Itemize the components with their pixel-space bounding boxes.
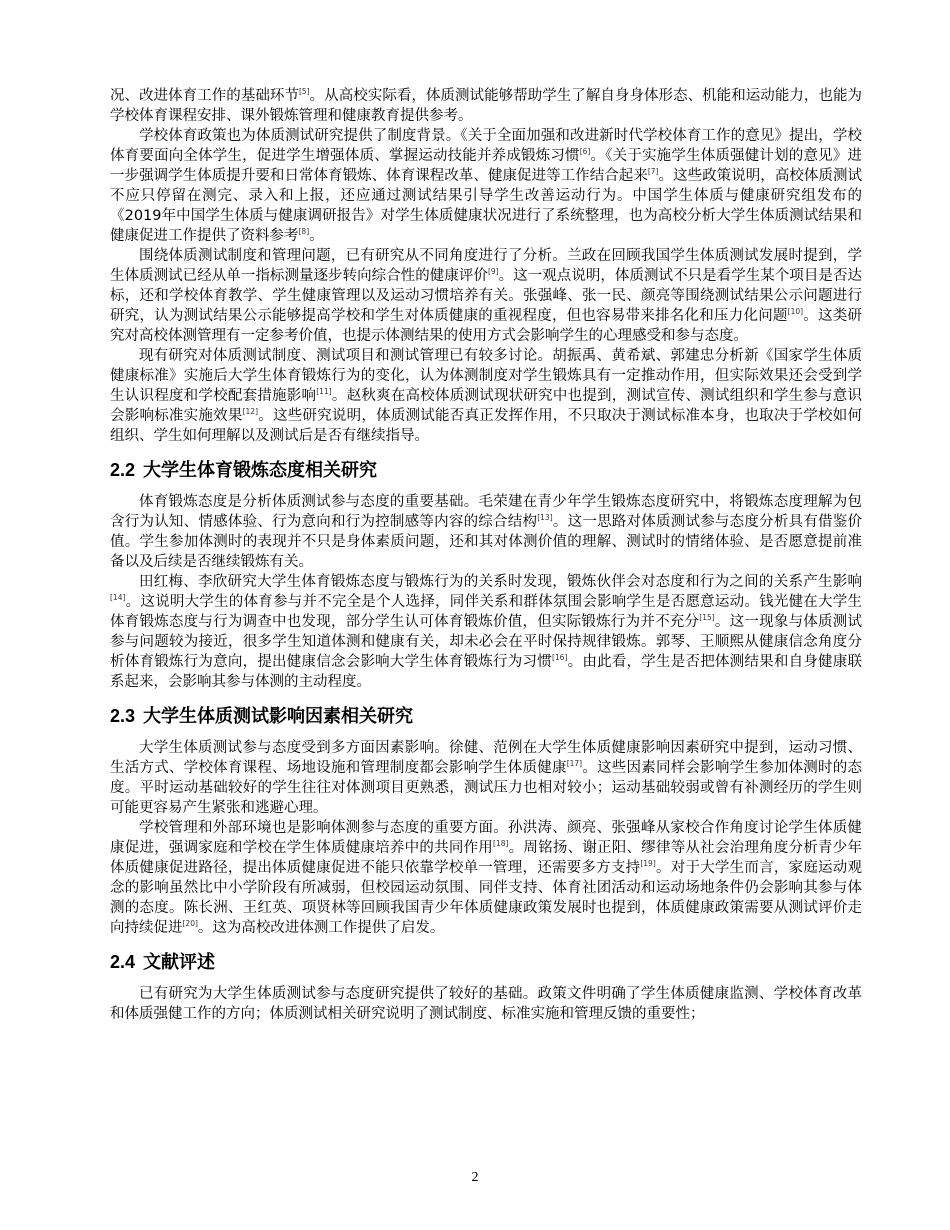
text-run: 。这一现象与体质测试参与问题较为接近，很多学生知道体测和健康有关，却未必会在平时保持规律锻炼。郭琴、王顺熙从健康信念角度分析体育锻炼行为意向，提出健康信念会影响大学生体育锻炼行为习惯 bbox=[110, 614, 863, 670]
text-run: 。这些研究说明，体质测试能否真正发挥作用，不只取决于测试标准本身，也取决于学校如何组织、学生如何理解以及测试后是否有继续指导。 bbox=[110, 408, 863, 444]
section-title: 大学生体育锻炼态度相关研究 bbox=[143, 460, 378, 480]
citation-ref: [5] bbox=[298, 87, 310, 96]
section-title: 文献评述 bbox=[143, 952, 216, 972]
section-2-2-body bbox=[110, 492, 862, 692]
text-run: 田红梅、李欣研究大学生体育锻炼态度与锻炼行为的关系时发现，锻炼伙伴会对态度和行为之间的关系产生影响 bbox=[139, 574, 862, 590]
text-run: 。周铭扬、谢正阳、缪律等从社会治理角度分析青少年体质健康促进路径，提出体质健康促进不能只依靠学校单一管理，还需要多方支持 bbox=[110, 840, 863, 876]
intro-paragraphs bbox=[110, 86, 862, 446]
body-paragraph bbox=[110, 346, 862, 446]
text-run: 学校管理和外部环境也是影响体测参与态度的重要方面。孙洪涛、颜亮、张强峰从家校合作角度讨论学生体质健康促进，强调家庭和学校在学生体质健康培养中的共同作用 bbox=[110, 820, 862, 856]
text-run: 。这一思路对体质测试参与态度分析具有借鉴价值。学生参加体测时的表现并不只是身体素质问题，还和其对体测价值的理解、测试时的情绪体验、是否愿意提前准备以及后续是否继续锻炼有关。 bbox=[110, 514, 863, 570]
text-run: 大学生体质测试参与态度受到多方面因素影响。徐健、范例在大学生体质健康影响因素研究中提到，运动习惯、生活方式、学校体育课程、场地设施和管理制度都会影响学生体质健康 bbox=[110, 740, 862, 776]
citation-ref: [18] bbox=[493, 839, 509, 848]
citation-ref: [20] bbox=[182, 919, 198, 928]
body-paragraph bbox=[110, 246, 862, 346]
citation-ref: [19] bbox=[640, 859, 656, 868]
citation-ref: [17] bbox=[566, 759, 583, 768]
section-number: 2.3 bbox=[110, 706, 136, 726]
text-run: 学校体育政策也为体质测试研究提供了制度背景。《关于全面加强和改进新时代学校体育工作的意见》提出，学校体育要面向全体学生，促进学生增强体质、掌握运动技能并养成锻炼习惯 bbox=[110, 128, 862, 164]
body-paragraph bbox=[110, 126, 862, 246]
text-run: 。这说明大学生的体育参与并不完全是个人选择，同伴关系和群体氛围会影响学生是否愿意运动。钱光健在大学生体育锻炼态度与行为调查中也发现，部分学生认可体育锻炼价值，但实际锻炼行为并不充分 bbox=[110, 594, 862, 630]
citation-ref: [10] bbox=[787, 307, 804, 316]
section-2-4-body bbox=[110, 984, 862, 1024]
text-run: 。这为高校改进体测工作提供了启发。 bbox=[197, 920, 445, 936]
text-run: 围绕体质测试制度和管理问题，已有研究从不同角度进行了分析。兰政在回顾我国学生体质测试发展时提到，学生体质测试已经从单一指标测量逐步转向综合性的健康评价 bbox=[110, 248, 862, 284]
section-heading-2-3 bbox=[110, 704, 862, 728]
citation-ref: [9] bbox=[487, 267, 499, 276]
body-paragraph bbox=[110, 738, 862, 818]
body-paragraph bbox=[110, 984, 862, 1024]
section-heading-2-2 bbox=[110, 458, 862, 482]
section-2-3-body bbox=[110, 738, 862, 938]
body-paragraph bbox=[110, 818, 862, 938]
citation-ref: [14] bbox=[110, 593, 126, 602]
body-paragraph bbox=[110, 492, 862, 572]
body-paragraph bbox=[110, 572, 862, 692]
text-run: 。对于大学生而言，家庭运动观念的影响虽然比中小学阶段有所减弱，但校园运动氛围、同伴支持、体育社团活动和运动场地条件仍会影响其参与体测的态度。陈长洲、王红英、项贤林等回顾我国青少年体质健康政策发展时也提到，体质健康政策需要从测试评价走向持续促进 bbox=[110, 860, 863, 936]
body-paragraph bbox=[110, 86, 862, 126]
text-run: 体育锻炼态度是分析体质测试参与态度的重要基础。毛荣建在青少年学生锻炼态度研究中，将锻炼态度理解为包含行为认知、情感体验、行为意向和行为控制感等内容的综合结构 bbox=[110, 494, 862, 530]
section-heading-2-4 bbox=[110, 950, 862, 974]
text-run: 。这类研究对高校体测管理有一定参考价值，也提示体测结果的使用方式会影响学生的心理感受和参与态度。 bbox=[110, 308, 863, 344]
text-run: 。赵秋爽在高校体质测试现状研究中也提到，测试宣传、测试组织和学生参与意识会影响标准实施效果 bbox=[110, 388, 863, 424]
section-number: 2.4 bbox=[110, 952, 136, 972]
text-run: 。由此看，学生是否把体测结果和自身健康联系起来，会影响其参与体测的主动程度。 bbox=[110, 654, 863, 690]
citation-ref: [7] bbox=[647, 167, 659, 176]
citation-ref: [11] bbox=[316, 387, 332, 396]
text-run: 。这些政策说明，高校体质测试不应只停留在测完、录入和上报，还应通过测试结果引导学生改善运动行为。中国学生体质与健康研究组发布的《2019年中国学生体质与健康调研报告》对学生体质健康状况进行了系统整理，也为高校分析大学生体质测试结果和健康促进工作提供了资料参考 bbox=[110, 168, 862, 244]
text-run: 已有研究为大学生体质测试参与态度研究提供了较好的基础。政策文件明确了学生体质健康监测、学校体育改革和体质强健工作的方向；体质测试相关研究说明了测试制度、标准实施和管理反馈的重要性； bbox=[110, 986, 862, 1022]
section-title: 大学生体质测试影响因素相关研究 bbox=[143, 706, 414, 726]
text-run: 。这一观点说明，体质测试不只是看学生某个项目是否达标，还和学校体育教学、学生健康管理以及运动习惯培养有关。张强峰、张一民、颜亮等围绕测试结果公示问题进行研究，认为测试结果公示能够提高学校和学生对体质健康的重视程度，但也容易带来排名化和压力化问题 bbox=[110, 268, 863, 324]
section-number: 2.2 bbox=[110, 460, 136, 480]
text-run: 。从高校实际看，体质测试能够帮助学生了解自身身体形态、机能和运动能力，也能为学校体育课程安排、课外锻炼管理和健康教育提供参考。 bbox=[110, 88, 863, 124]
text-run: 。 bbox=[309, 228, 324, 244]
text-run: 。《关于实施学生体质强健计划的意见》进一步强调学生体质提升要和日常体育锻炼、体育课程改革、健康促进等工作结合起来 bbox=[110, 148, 863, 184]
page-number: 2 bbox=[471, 1170, 479, 1185]
text-run: 况、改进体育工作的基础环节 bbox=[110, 88, 299, 104]
citation-ref: [6] bbox=[579, 147, 591, 156]
citation-ref: [16] bbox=[551, 653, 568, 662]
text-run: 现有研究对体质测试制度、测试项目和测试管理已有较多讨论。胡振禹、黄希斌、郭建忠分析新《国家学生体质健康标准》实施后大学生体育锻炼行为的变化，认为体测制度对学生锻炼具有一定推动作用，但实际效果还会受到学生认识程度和学校配套措施影响 bbox=[110, 348, 862, 404]
citation-ref: [8] bbox=[298, 227, 310, 236]
citation-ref: [13] bbox=[537, 513, 553, 522]
citation-ref: [15] bbox=[699, 613, 715, 622]
text-run: 。这些因素同样会影响学生参加体测时的态度。平时运动基础较好的学生往往对体测项目更熟悉，测试压力也相对较小；运动基础较弱或曾有补测经历的学生则可能更容易产生紧张和逃避心理。 bbox=[110, 760, 862, 816]
citation-ref: [12] bbox=[242, 407, 258, 416]
